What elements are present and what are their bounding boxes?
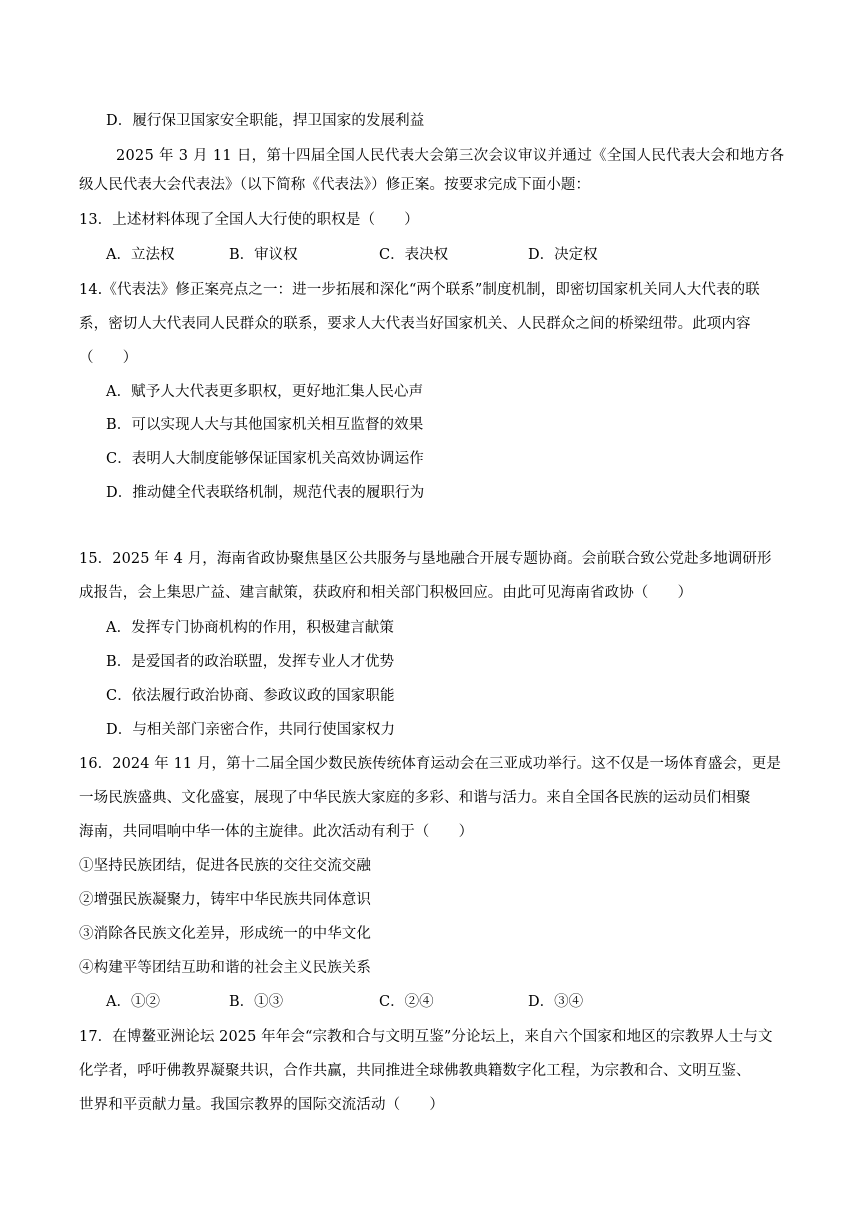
q13-option-c: C．表决权 — [379, 247, 449, 263]
q12-option-d: D．履行保卫国家安全职能，捍卫国家的发展利益 — [106, 113, 425, 129]
q17-stem-line-3: 世界和平贡献力量。我国宗教界的国际交流活动（ ） — [79, 1097, 444, 1113]
q13-option-b: B．审议权 — [229, 247, 298, 263]
material-line-2: 级人民代表大会代表法》（以下简称《代表法》）修正案。按要求完成下面小题： — [79, 177, 591, 193]
q15-option-b: B．是爱国者的政治联盟，发挥专业人才优势 — [106, 654, 395, 670]
q16-option-a: A．①② — [106, 994, 160, 1010]
q14-option-d: D．推动健全代表联络机制，规范代表的履职行为 — [106, 485, 425, 501]
q16-item-1: ①坚持民族团结，促进各民族的交往交流交融 — [79, 858, 371, 874]
q15-stem-line-1: 15．2025 年 4 月，海南省政协聚焦垦区公共服务与垦地融合开展专题协商。会前联合致公党赴多地调研形 — [79, 551, 772, 567]
q15-option-c: C．依法履行政治协商、参政议政的国家职能 — [106, 688, 395, 704]
q16-stem-line-1: 16．2024 年 11 月，第十二届全国少数民族传统体育运动会在三亚成功举行。这不仅是一场体育盛会，更是 — [79, 756, 781, 772]
q14-option-b: B．可以实现人大与其他国家机关相互监督的效果 — [106, 417, 424, 433]
q16-item-2: ②增强民族凝聚力，铸牢中华民族共同体意识 — [79, 892, 371, 908]
q16-option-d: D．③④ — [528, 994, 584, 1010]
q16-item-3: ③消除各民族文化差异，形成统一的中华文化 — [79, 926, 371, 942]
q13-stem: 13．上述材料体现了全国人大行使的职权是（ ） — [79, 212, 419, 228]
q16-stem-line-2: 一场民族盛典、文化盛宴，展现了中华民族大家庭的多彩、和谐与活力。来自全国各民族的运动员们相聚 — [79, 790, 751, 806]
q14-option-a: A．赋予人大代表更多职权，更好地汇集人民心声 — [106, 384, 424, 400]
q16-item-4: ④构建平等团结互助和谐的社会主义民族关系 — [79, 960, 371, 976]
q14-option-c: C．表明人大制度能够保证国家机关高效协调运作 — [106, 451, 424, 467]
q15-stem-line-2: 成报告，会上集思广益、建言献策，获政府和相关部门积极回应。由此可见海南省政协（ ） — [79, 585, 693, 601]
q15-option-d: D．与相关部门亲密合作，共同行使国家权力 — [106, 722, 396, 738]
q16-option-b: B．①③ — [229, 994, 284, 1010]
q16-stem-line-3: 海南，共同唱响中华一体的主旋律。此次活动有利于（ ） — [79, 824, 474, 840]
q13-option-d: D．决定权 — [528, 247, 598, 263]
q16-option-c: C．②④ — [379, 994, 434, 1010]
q15-option-a: A．发挥专门协商机构的作用，积极建言献策 — [106, 620, 394, 636]
q14-stem-line-1: 14.《代表法》修正案亮点之一：进一步拓展和深化“两个联系”制度机制，即密切国家机关同人大代表的联 — [79, 282, 760, 298]
q14-stem-line-3: （ ） — [79, 350, 138, 366]
q17-stem-line-2: 化学者，呼吁佛教界凝聚共识，合作共赢，共同推进全球佛教典籍数字化工程，为宗教和合、文明互鉴、 — [79, 1063, 751, 1079]
material-line-1: 2025 年 3 月 11 日，第十四届全国人民代表大会第三次会议审议并通过《全国人民代表大会和地方各 — [116, 148, 785, 164]
q17-stem-line-1: 17．在博鳌亚洲论坛 2025 年年会“宗教和合与文明互鉴”分论坛上，来自六个国家和地区的宗教界人士与文 — [79, 1029, 773, 1045]
q14-stem-line-2: 系，密切人大代表同人民群众的联系，要求人大代表当好国家机关、人民群众之间的桥梁纽带。此项内容 — [79, 316, 751, 332]
q13-option-a: A．立法权 — [106, 247, 175, 263]
